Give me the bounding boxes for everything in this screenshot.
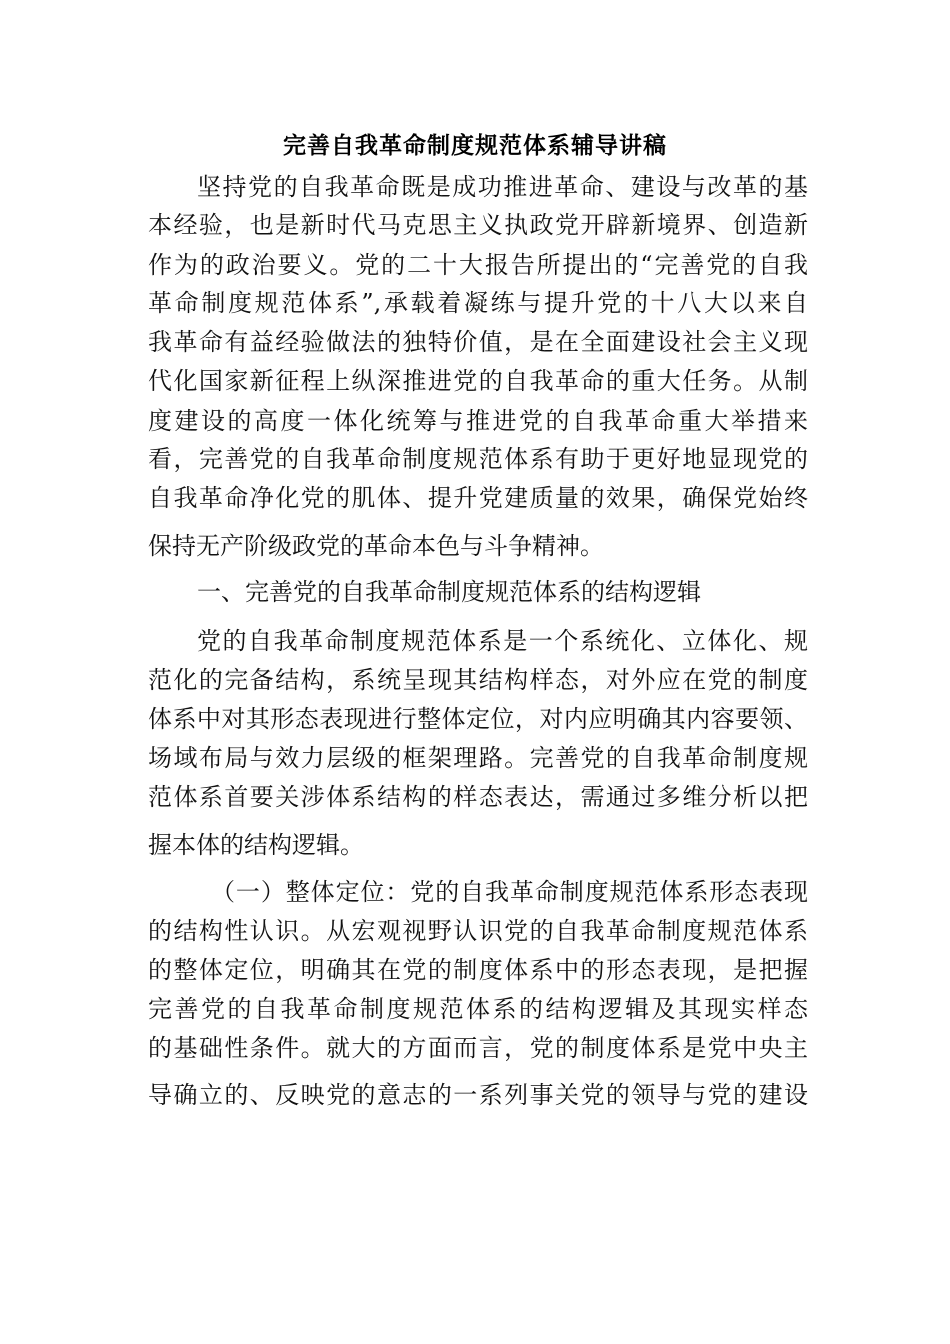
paragraph-1-line-6: 代化国家新征程上纵深推进党的自我革命的重大任务。从制 xyxy=(148,367,808,395)
section-heading-1: 一、完善党的自我革命制度规范体系的结构逻辑 xyxy=(197,578,701,606)
paragraph-1-line-3: 作为的政治要义。党的二十大报告所提出的“完善党的自我 xyxy=(148,251,808,279)
paragraph-2-line-1: 党的自我革命制度规范体系是一个系统化、立体化、规 xyxy=(197,627,808,655)
paragraph-3-line-3: 的整体定位，明确其在党的制度体系中的形态表现，是把握 xyxy=(148,956,808,984)
paragraph-2-line-6: 握本体的结构逻辑。 xyxy=(148,831,364,859)
subsection-heading-1: （一）整体定位：党的自我革命制度规范体系形态表现 xyxy=(211,878,808,906)
paragraph-3-line-6: 导确立的、反映党的意志的一系列事关党的领导与党的建设 xyxy=(148,1081,808,1109)
page-title: 完善自我革命制度规范体系辅导讲稿 xyxy=(283,133,667,159)
paragraph-3-line-4: 完善党的自我革命制度规范体系的结构逻辑及其现实样态 xyxy=(148,995,808,1023)
paragraph-1-line-9: 自我革命净化党的肌体、提升党建质量的效果，确保党始终 xyxy=(148,484,808,512)
paragraph-1-line-10: 保持无产阶级政党的革命本色与斗争精神。 xyxy=(148,532,604,560)
paragraph-1-line-8: 看，完善党的自我革命制度规范体系有助于更好地显现党的 xyxy=(148,445,808,473)
paragraph-2-line-5: 范体系首要关涉体系结构的样态表达，需通过多维分析以把 xyxy=(148,783,808,811)
paragraph-1-line-5: 我革命有益经验做法的独特价值，是在全面建设社会主义现 xyxy=(148,328,808,356)
paragraph-1-line-4: 革命制度规范体系”,承载着凝练与提升党的十八大以来自 xyxy=(148,289,808,317)
paragraph-3-line-2: 的结构性认识。从宏观视野认识党的自我革命制度规范体系 xyxy=(148,917,808,945)
paragraph-2-line-4: 场域布局与效力层级的框架理路。完善党的自我革命制度规 xyxy=(148,744,808,772)
paragraph-1-line-2: 本经验，也是新时代马克思主义执政党开辟新境界、创造新 xyxy=(148,211,808,239)
paragraph-1-line-1: 坚持党的自我革命既是成功推进革命、建设与改革的基 xyxy=(197,173,808,201)
paragraph-1-line-7: 度建设的高度一体化统筹与推进党的自我革命重大举措来 xyxy=(148,407,808,435)
paragraph-3-line-5: 的基础性条件。就大的方面而言，党的制度体系是党中央主 xyxy=(148,1034,808,1062)
paragraph-2-line-2: 范化的完备结构，系统呈现其结构样态，对外应在党的制度 xyxy=(148,666,808,694)
paragraph-2-line-3: 体系中对其形态表现进行整体定位，对内应明确其内容要领、 xyxy=(148,705,808,733)
